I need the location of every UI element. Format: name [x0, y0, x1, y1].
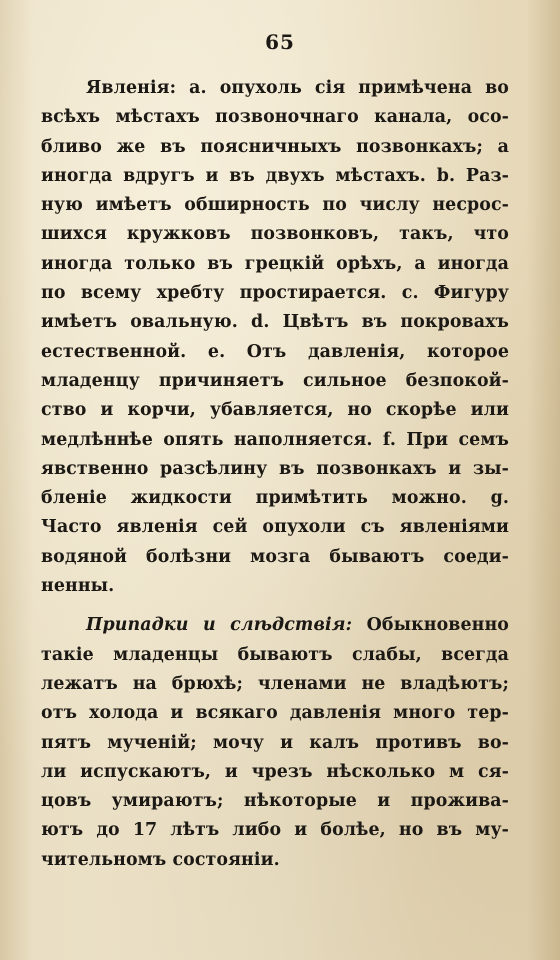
page-number: 65: [265, 30, 295, 54]
text-line: Часто явленія сей опухоли съ явленіями: [41, 517, 509, 538]
paragraph-lead: Явленія:: [86, 78, 177, 98]
text-line: ли испускаютъ, и чрезъ нѣсколько м ся-: [41, 761, 509, 782]
text-line: ство и корчи, убавляется, но скорѣе или: [41, 400, 509, 421]
text-line: ютъ до 17 лѣтъ либо и болѣе, но въ му-: [41, 820, 509, 841]
paragraph-spacer: [41, 601, 509, 611]
text-line: ненны.: [41, 576, 115, 597]
text-line: цовъ умираютъ; нѣкоторые и прожива-: [41, 791, 509, 812]
text-line: отъ холода и всякаго давленія много тер-: [41, 703, 509, 724]
text-line: пятъ мученій; мочу и калъ противъ во-: [41, 732, 509, 753]
text-line: водяной болѣзни мозга бываютъ соеди-: [41, 546, 509, 567]
text-line: ную имѣетъ обширность по числу несрос-: [41, 195, 509, 216]
text-line: имѣетъ овальную. d. Цвѣтъ въ покровахъ: [41, 312, 509, 333]
text-line: лежатъ на брюхѣ; членами не владѣютъ;: [41, 673, 509, 694]
text-line: иногда вдругъ и въ двухъ мѣстахъ. b. Раз-: [41, 165, 509, 186]
text-line: Припадки и слѣдствія: Обыкновенно: [86, 615, 510, 636]
text-line: бленіе жидкости примѣтить можно. g.: [41, 488, 509, 509]
text-line: медлѣннѣе опять наполняется. f. При семъ: [41, 429, 509, 450]
page-body: [41, 74, 509, 875]
text-line: по всему хребту простирается. c. Фигуру: [41, 283, 509, 304]
text-line: чительномъ состояніи.: [41, 849, 280, 870]
text-line: естественной. e. Отъ давленія, которое: [41, 341, 509, 362]
text-line: младенцу причиняетъ сильное безпокой-: [41, 370, 509, 391]
text-line: бливо же въ поясничныхъ позвонкахъ; а: [41, 136, 509, 157]
paragraph-symptoms: [41, 74, 509, 601]
text-line: иногда только въ грецкій орѣхъ, а иногда: [41, 253, 509, 274]
paragraph-lead: Припадки и слѣдствія:: [86, 615, 353, 636]
text-line: Явленія: а. опухоль сія примѣчена во: [86, 78, 509, 98]
text-line: явственно разсѣлину въ позвонкахъ и зы-: [41, 458, 509, 479]
text-line: такіе младенцы бываютъ слабы, всегда: [41, 644, 509, 665]
paragraph-complications: [41, 611, 509, 875]
text-line: всѣхъ мѣстахъ позвоночнаго канала, осо-: [41, 107, 509, 128]
text-line: шихся кружковъ позвонковъ, такъ, что: [41, 224, 509, 245]
